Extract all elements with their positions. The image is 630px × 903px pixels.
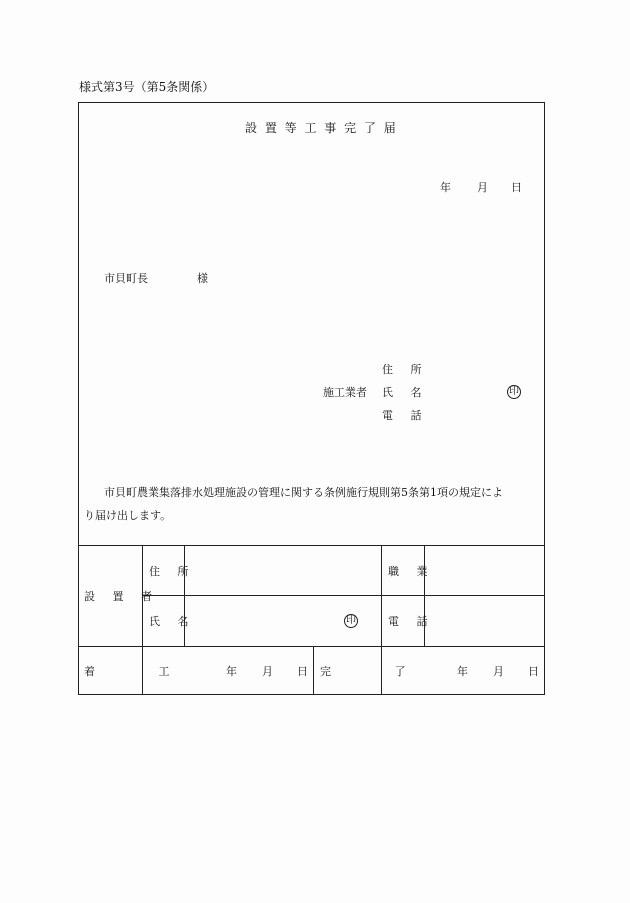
- applicant-address-label: 住 所: [382, 363, 429, 376]
- body-text-line1: 市貝町農業集落排水処理施設の管理に関する条例施行規則第5条第1項の規定によ: [104, 486, 503, 499]
- applicant-phone-label: 電 話: [382, 409, 429, 422]
- complete-label: 完 了: [320, 665, 436, 678]
- body-text-line2: り届け出します。: [84, 509, 172, 522]
- applicant-name-label: 氏 名: [382, 386, 429, 399]
- complete-year-unit: 年: [457, 665, 468, 678]
- installer-name-label: 氏 名: [149, 615, 196, 628]
- start-year-unit: 年: [226, 665, 237, 678]
- installer-seal-icon: 印: [346, 615, 356, 626]
- date-day-unit: 日: [511, 181, 522, 194]
- form-frame: [78, 102, 545, 695]
- applicant-role-label: 施工業者: [323, 386, 367, 399]
- table-row-divider: [142, 595, 545, 596]
- form-number: 様式第3号（第5条関係）: [79, 80, 215, 94]
- table-col-divider-2: [184, 545, 185, 646]
- applicant-seal-icon: 印: [509, 386, 519, 397]
- table-col-divider-4: [424, 545, 425, 646]
- installer-label: 設 置 者: [84, 590, 159, 603]
- table-section-divider: [78, 646, 545, 647]
- start-label: 着 工: [84, 665, 200, 678]
- addressee-honorific: 様: [197, 272, 208, 285]
- installer-phone-label: 電 話: [388, 615, 435, 628]
- table-col-divider-5: [313, 646, 314, 695]
- form-title: 設 置 等 工 事 完 了 届: [245, 121, 398, 135]
- complete-month-unit: 月: [493, 665, 504, 678]
- date-year-unit: 年: [440, 181, 451, 194]
- start-month-unit: 月: [262, 665, 273, 678]
- installer-occupation-label: 職 業: [388, 565, 435, 578]
- complete-day-unit: 日: [528, 665, 539, 678]
- date-month-unit: 月: [477, 181, 488, 194]
- installer-address-label: 住 所: [149, 565, 196, 578]
- start-day-unit: 日: [297, 665, 308, 678]
- addressee-name: 市貝町長: [104, 272, 148, 285]
- table-top-border: [78, 545, 545, 546]
